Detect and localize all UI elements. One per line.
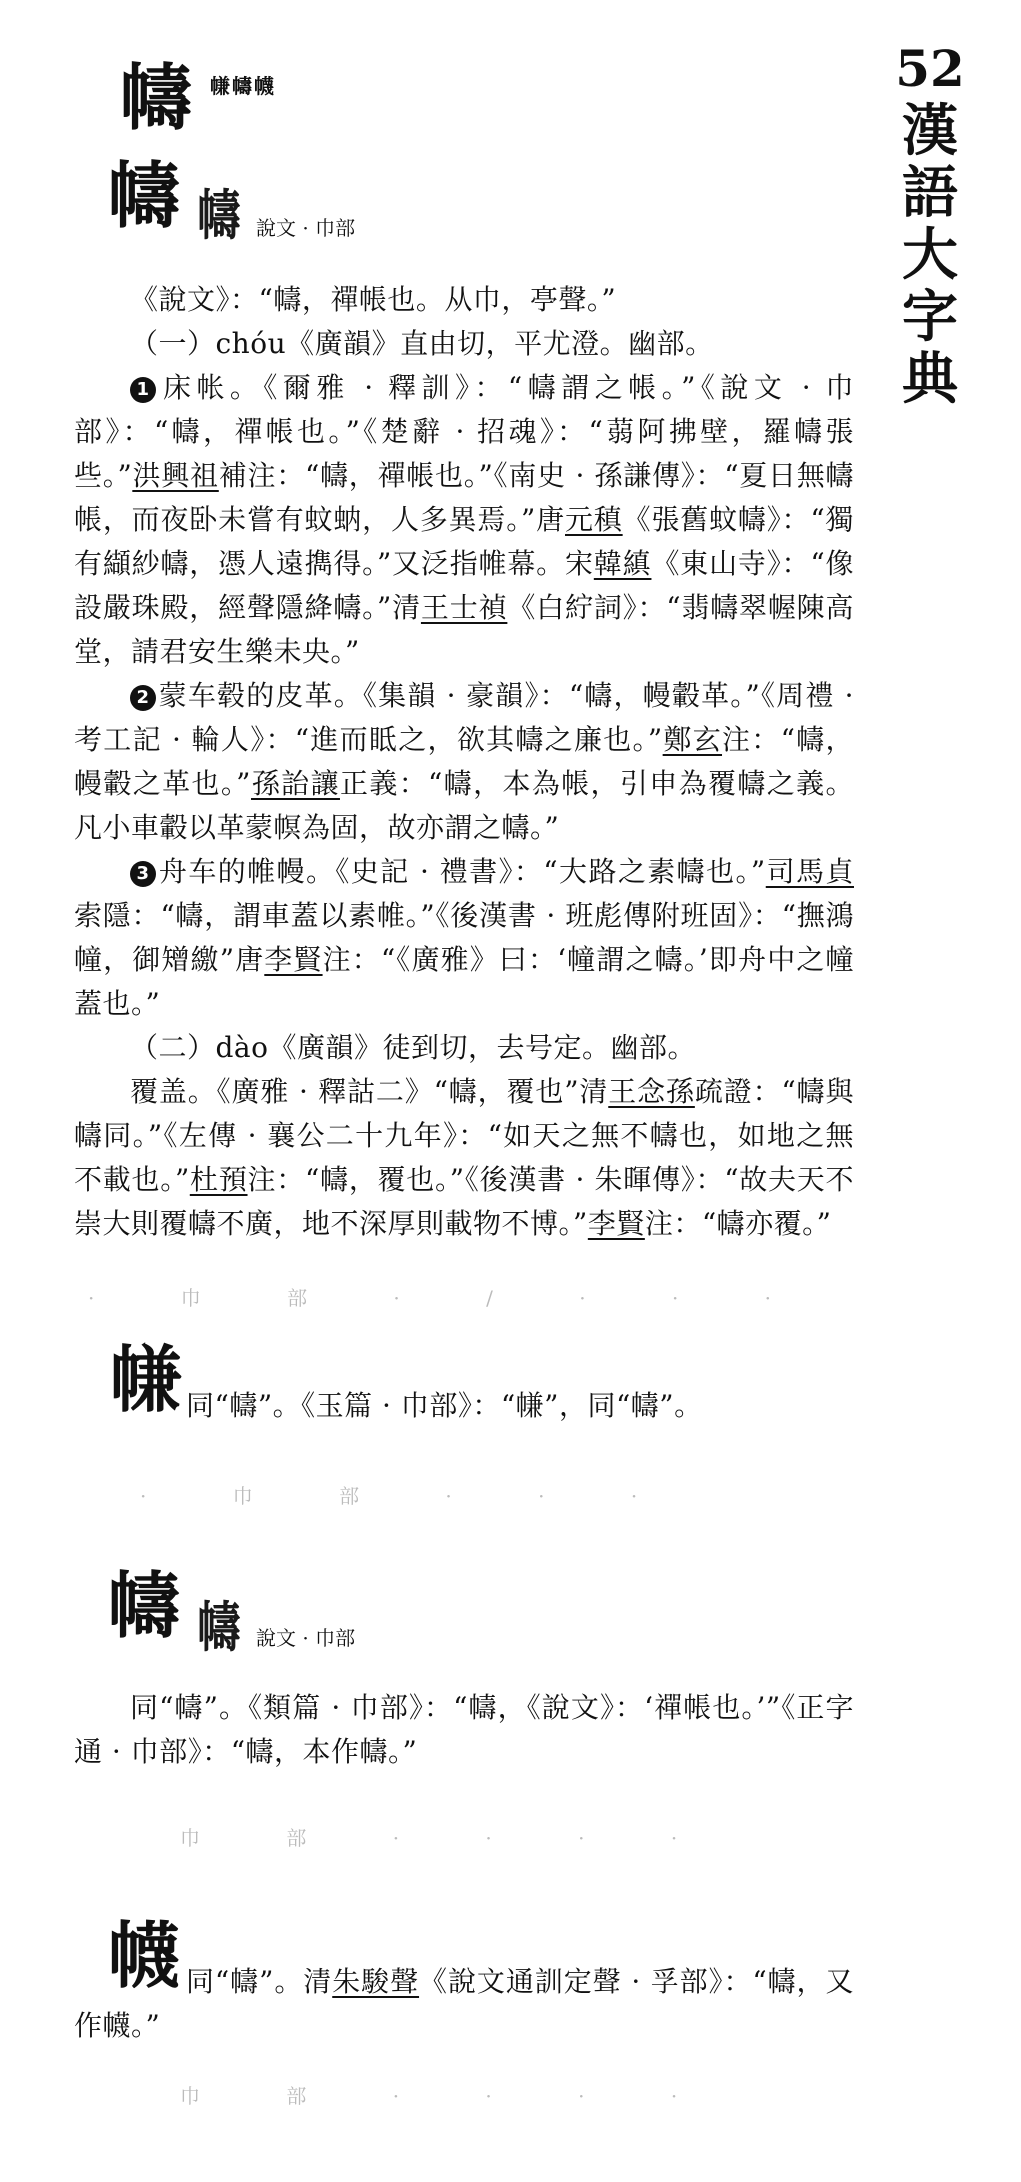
entry-1-reading-1: （一）chóu《廣韻》直由切，平尤澄。幽部。 — [130, 327, 714, 360]
entry-2-body: 同“幬”。《玉篇 · 巾部》：“㡘”，同“幬”。 — [186, 1389, 703, 1422]
title-char-4: 字 — [902, 284, 958, 350]
entry-4-head-char: 幭 — [108, 1913, 181, 1998]
entry-1-quote: 《說文》：“幬，禪帳也。从巾，𠅘聲。” — [130, 283, 617, 316]
title-char-2: 語 — [902, 160, 958, 226]
definition-marker-3: 3 — [130, 861, 156, 887]
entry-4-body: 同“幬”。清朱駿聲《說文通訓定聲 · 孚部》：“幬，又作幭。” — [74, 1965, 854, 2042]
entry-3-source: 說文 · 巾部 — [256, 1626, 356, 1650]
definition-marker-1: 1 — [130, 377, 156, 403]
person-name: 李賢 — [264, 943, 323, 976]
scan-noise-1: · 巾 部 · / · · · — [88, 1286, 812, 1310]
entry-1-body — [74, 278, 854, 1246]
person-name: 王念孫 — [608, 1075, 695, 1108]
scan-noise-2: · 巾 部 · · · — [140, 1484, 678, 1508]
entry-1-definition-1: 1 床帐。《爾雅 · 釋訓》：“幬謂之帳。”《說文 · 巾部》：“幬，禪帳也。”《楚辭 · 招魂》：“蒻阿拂壁，羅幬張些。”洪興祖補注：“幬，禪帳也。”《南史 · 孫謙傳》：“夏日無幬帳，而夜卧未嘗有蚊蚋，人多異焉。”唐元稹《張舊蚊幬》：“獨有纈紗幬，憑人遠擕得。”又泛指帷幕。宋韓縝《東山寺》：“像設嚴珠殿，經聲隱絳幬。”清王士禎《白紵詞》：“翡幬翠幄陳高堂，請君安生樂未央。” — [74, 371, 854, 668]
person-name: 杜預 — [189, 1163, 248, 1196]
entry-1-source: 說文 · 巾部 — [256, 216, 356, 240]
person-name: 元稹 — [565, 503, 623, 536]
dictionary-side-title — [885, 38, 975, 410]
entry-1-head-char: 幬 — [120, 55, 193, 140]
title-char-3: 大 — [902, 222, 958, 288]
entry-3-head-char: 幬 — [108, 1563, 181, 1648]
person-name: 洪興祖 — [132, 459, 219, 492]
title-char-5: 典 — [902, 346, 958, 412]
title-char-1: 漢 — [902, 98, 958, 164]
person-name: 孫詒讓 — [251, 767, 340, 800]
entry-3-seal-script-icon: 幬 — [197, 1595, 241, 1659]
person-name: 李賢 — [587, 1207, 645, 1240]
entry-1-definition-4: 覆盖。《廣雅 · 釋詁二》“幬，覆也”清王念孫疏證：“幬與幬同。”《左傳 · 襄公二十九年》：“如天之無不幬也，如地之無不載也。”杜預注：“幬，覆也。”《後漢書 · 朱暉傳》：“故夫天不崇大則覆幬不廣，地不深厚則載物不博。”李賢注：“幬亦覆。” — [74, 1075, 854, 1240]
entry-3-body: 同“幬”。《類篇 · 巾部》：“幬，《說文》：‘禪帳也。’”《正字通 · 巾部》：“幬，本作幬。” — [74, 1691, 854, 1768]
entry-1-variants: 㡘幬幭 — [210, 74, 276, 98]
definition-marker-2: 2 — [130, 685, 156, 711]
page-number: 52 — [895, 39, 965, 98]
person-name: 鄭玄 — [662, 723, 723, 756]
entry-1-definition-3: 3 舟车的帷幔。《史記 · 禮書》：“大路之素幬也。”司馬貞索隱：“幬，謂車蓋以素帷。”《後漢書 · 班彪傳附班固》：“撫鴻幢，御矰繳”唐李賢注：“《廣雅》曰：‘幢謂之幬。’即舟中之幢蓋也。” — [74, 855, 854, 1020]
person-name: 韓縝 — [593, 547, 652, 580]
entry-2-head-char: 㡘 — [110, 1337, 183, 1422]
person-name: 朱駿聲 — [332, 1965, 420, 1998]
scan-noise-3: 巾 部 · · · · — [180, 1826, 718, 1850]
entry-1-reading-2: （二）dào《廣韻》徒到切，去号定。幽部。 — [130, 1031, 696, 1064]
person-name: 司馬貞 — [765, 855, 854, 888]
person-name: 王士禎 — [420, 591, 508, 624]
entry-1-seal-script-icon: 幬 — [197, 183, 241, 247]
entry-1-head-char-2: 幬 — [108, 153, 181, 238]
entry-1-definition-2: 2 蒙车毂的皮革。《集韻 · 豪韻》：“幬，幔轂革。”《周禮 · 考工記 · 輪人》：“進而眡之，欲其幬之廉也。”鄭玄注：“幬，幔轂之革也。”孫詒讓正義：“幬，本為帳，引申為覆幬之義。凡小車轂以革蒙幎為固，故亦謂之幬。” — [74, 679, 854, 844]
scan-noise-4: 巾 部 · · · · — [180, 2084, 718, 2108]
